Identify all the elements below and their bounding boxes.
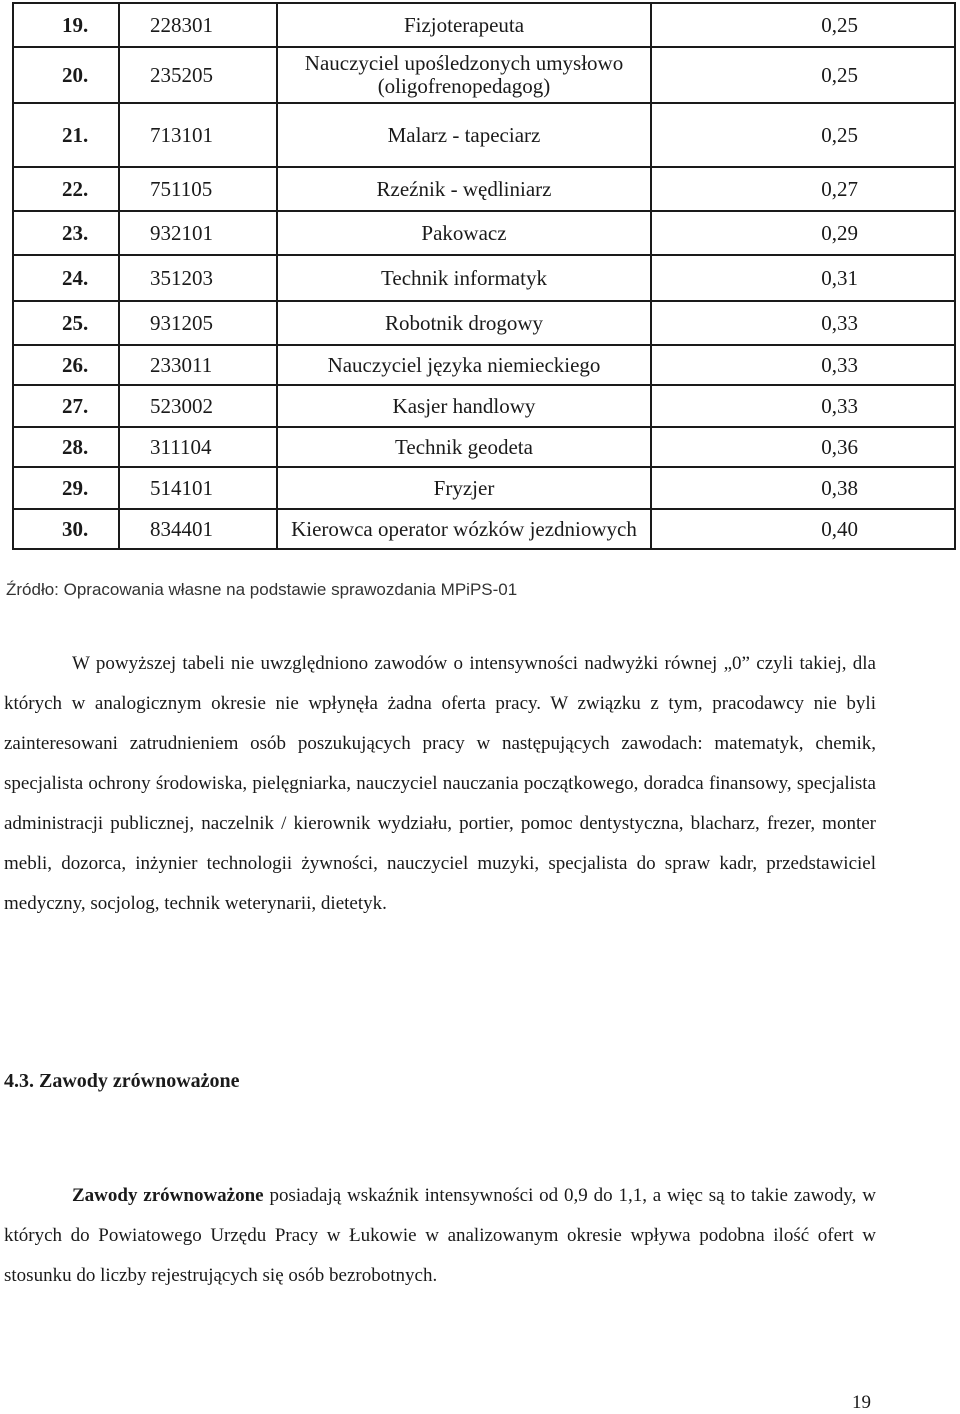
table-source-note: Źródło: Opracowania własne na podstawie sprawozdania MPiPS-01 [6,580,518,599]
occupation-code: 228301 [119,3,277,47]
occupation-name: Malarz - tapeciarz [277,103,651,167]
occupation-name: Pakowacz [277,211,651,255]
occupation-code: 233011 [119,345,277,385]
row-number: 26. [13,345,119,385]
occupation-code: 931205 [119,301,277,345]
intensity-value: 0,25 [651,103,955,167]
intensity-value: 0,38 [651,467,955,509]
table-row [13,301,955,345]
row-number: 24. [13,255,119,301]
occupation-code: 235205 [119,47,277,103]
table-row [13,385,955,427]
row-number: 22. [13,167,119,211]
occupation-name: Fryzjer [277,467,651,509]
intensity-value: 0,33 [651,385,955,427]
table-row [13,467,955,509]
intensity-value: 0,33 [651,345,955,385]
page-number: 19 [852,1392,871,1413]
occupation-code: 351203 [119,255,277,301]
intensity-value: 0,29 [651,211,955,255]
occupation-name: Nauczyciel języka niemieckiego [277,345,651,385]
intensity-value: 0,31 [651,255,955,301]
row-number: 29. [13,467,119,509]
occupation-name: Rzeźnik - wędliniarz [277,167,651,211]
occupation-code: 932101 [119,211,277,255]
table-row [13,427,955,467]
occupation-code: 523002 [119,385,277,427]
occupation-name: Fizjoterapeuta [277,3,651,47]
table-row [13,3,955,47]
table-row [13,47,955,103]
paragraph-text: posiadają wskaźnik intensywności od 0,9 do 1,1, a więc są to takie zawody, w których do Powiatowego Urzędu Pracy w Łukowie w analizowanym okresie wpływa podobna ilość ofert w stosunku do liczby rejestrujących się osób bezrobotnych. [4,1185,876,1286]
intensity-value: 0,40 [651,509,955,549]
intensity-value: 0,27 [651,167,955,211]
occupation-code: 713101 [119,103,277,167]
row-number: 27. [13,385,119,427]
paragraph-balanced-occupations [4,1176,876,1296]
occupation-code: 751105 [119,167,277,211]
intensity-value: 0,25 [651,47,955,103]
table-row [13,345,955,385]
row-number: 25. [13,301,119,345]
table-row [13,211,955,255]
section-heading: 4.3. Zawody zrównoważone [4,1070,240,1092]
occupation-name: Technik informatyk [277,255,651,301]
row-number: 23. [13,211,119,255]
occupation-name: Kierowca operator wózków jezdniowych [277,509,651,549]
intensity-value: 0,33 [651,301,955,345]
table-row [13,103,955,167]
paragraph-text: W powyższej tabeli nie uwzględniono zawodów o intensywności nadwyżki równej „0” czyli takiej, dla których w analogicznym okresie nie wpłynęła żadna oferta pracy. W związku z tym, pracodawcy nie byli zainteresowani zatrudnieniem osób poszukujących pracy w następujących zawodach: matematyk, chemik, specjalista ochrony środowiska, pielęgniarka, nauczyciel nauczania początkowego, doradca finansowy, specjalista administracji publicznej, naczelnik / kierownik wydziału, portier, pomoc dentystyczna, blacharz, frezer, monter mebli, dozorca, inżynier technologii żywności, nauczyciel muzyki, specjalista do spraw kadr, przedstawiciel medyczny, socjolog, technik weterynarii, dietetyk. [4,653,876,914]
paragraph-excluded-occupations [4,644,876,924]
table-row [13,167,955,211]
occupation-name: Kasjer handlowy [277,385,651,427]
occupation-name: Robotnik drogowy [277,301,651,345]
row-number: 20. [13,47,119,103]
row-number: 28. [13,427,119,467]
row-number: 21. [13,103,119,167]
occupation-name: Technik geodeta [277,427,651,467]
table-row [13,255,955,301]
occupation-code: 514101 [119,467,277,509]
table-row [13,509,955,549]
paragraph-bold-lead: Zawody zrównoważone [72,1185,264,1206]
occupations-table [12,2,956,550]
intensity-value: 0,36 [651,427,955,467]
occupation-code: 311104 [119,427,277,467]
occupation-name: Nauczyciel upośledzonych umysłowo (oligofrenopedagog) [277,47,651,103]
occupation-code: 834401 [119,509,277,549]
row-number: 30. [13,509,119,549]
intensity-value: 0,25 [651,3,955,47]
row-number: 19. [13,3,119,47]
